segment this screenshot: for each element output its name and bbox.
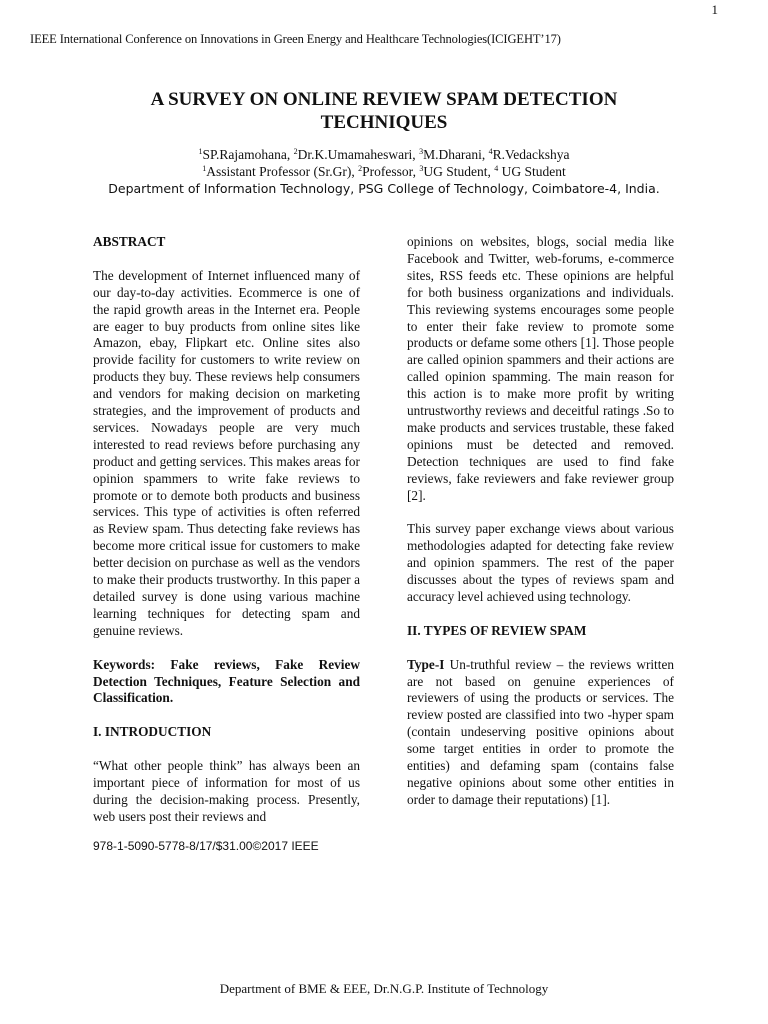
author-name: SP.Rajamohana, <box>202 147 294 162</box>
author-sup: 4 <box>488 147 493 156</box>
affiliation-role: UG Student, <box>423 164 495 179</box>
abstract-heading: ABSTRACT <box>93 234 166 249</box>
title-line-2: TECHNIQUES <box>320 112 448 133</box>
introduction-text: “What other people think” has always been an important piece of information for most of us during the decision-making process. Presently, web users post their reviews and <box>93 758 360 824</box>
author-sup: 1 <box>198 147 203 156</box>
affiliation-sup: 1 <box>202 164 207 173</box>
affiliation-sup: 4 <box>494 164 499 173</box>
type1-paragraph <box>407 657 674 809</box>
author-sup: 3 <box>419 147 424 156</box>
left-column <box>93 234 360 855</box>
affiliation-role: UG Student <box>498 164 566 179</box>
survey-overview: This survey paper exchange views about various methodologies adapted for detecting fake review and opinion spammers. The rest of the paper discusses about the types of reviews spam and accuracy level achieved using technology. <box>407 521 674 605</box>
affiliation-role: Assistant Professor (Sr.Gr), <box>206 164 359 179</box>
author-sup: 2 <box>293 147 298 156</box>
author-name: M.Dharani, <box>423 147 489 162</box>
affiliation-sup: 3 <box>419 164 424 173</box>
affiliation-list <box>40 163 728 180</box>
author-list <box>40 146 728 163</box>
paper-title <box>60 88 708 134</box>
affiliation-role: Professor, <box>362 164 420 179</box>
right-column <box>407 234 674 809</box>
author-name: R.Vedackshya <box>492 147 570 162</box>
type1-label: Type-I <box>407 656 445 672</box>
abstract-text: The development of Internet influenced many of our day-to-day activities. Ecommerce is one of the rapid growth areas in the Internet era. People are eager to buy products from online sites like Amazon, ebay, Flipkart etc. Online sites also provide facility for customers to write review on products they buy. These reviews help consumers and vendors for making decision on marketing strategies, and the improvement of products and services. Nowadays people are very much interested to read reviews before purchasing any product and getting services. This makes areas for opinion spammers to write fake reviews to promote or to demote both products and business services. This type of activities is often referred as Review spam. Thus detecting fake reviews has become more critical issue for customers to make better decision on purchase as well as the vendors to make their products trustworthy. In this paper a detailed survey is done using various machine learning techniques for detecting spam and genuine reviews. <box>93 267 360 638</box>
author-block <box>40 146 728 197</box>
department-line: Department of Information Technology, PSG College of Technology, Coimbatore-4, India. <box>108 181 660 196</box>
keywords: Keywords: Fake reviews, Fake Review Detection Techniques, Feature Selection and Classification. <box>93 656 360 706</box>
author-name: Dr.K.Umamaheswari, <box>297 147 420 162</box>
affiliation-sup: 2 <box>358 164 363 173</box>
copyright-notice: 978-1-5090-5778-8/17/$31.00©2017 IEEE <box>93 838 319 853</box>
type1-text: Un-truthful review – the reviews written are not based on genuine experiences of reviewers of using the products or services. The review posted are classified into two -hyper spam (contain undeserving positive opinions about some target entities in order to promote the entities) and defaming spam (contains false negative opinions about some other entities in order to damage their reputations) [1]. <box>407 656 674 807</box>
introduction-continued: opinions on websites, blogs, social media like Facebook and Twitter, web-forums, e-commerce sites, RSS feeds etc. These opinions are helpful for both business organizations and individuals. This reviewing systems encourages some people to enter their fake review to promote some products or defame some others [1]. Those people are called opinion spammers and their actions are called opinion spamming. The main reason for this action is to make more profit by writing untrustworthy reviews and deceitful ratings .So to make products and services trustable, these faked opinions must be detected and removed. Detection techniques are used to find fake reviews, fake reviewers and fake reviewer group [2]. <box>407 234 674 503</box>
page-number: 1 <box>711 2 718 17</box>
title-line-1: A SURVEY ON ONLINE REVIEW SPAM DETECTION <box>150 89 618 110</box>
page-footer: Department of BME & EEE, Dr.N.G.P. Institute of Technology <box>219 981 549 996</box>
conference-header: IEEE International Conference on Innovations in Green Energy and Healthcare Technologies(ICIGEHT’17) <box>30 32 561 46</box>
introduction-heading: I. INTRODUCTION <box>93 724 212 740</box>
types-heading: II. TYPES OF REVIEW SPAM <box>407 622 587 638</box>
